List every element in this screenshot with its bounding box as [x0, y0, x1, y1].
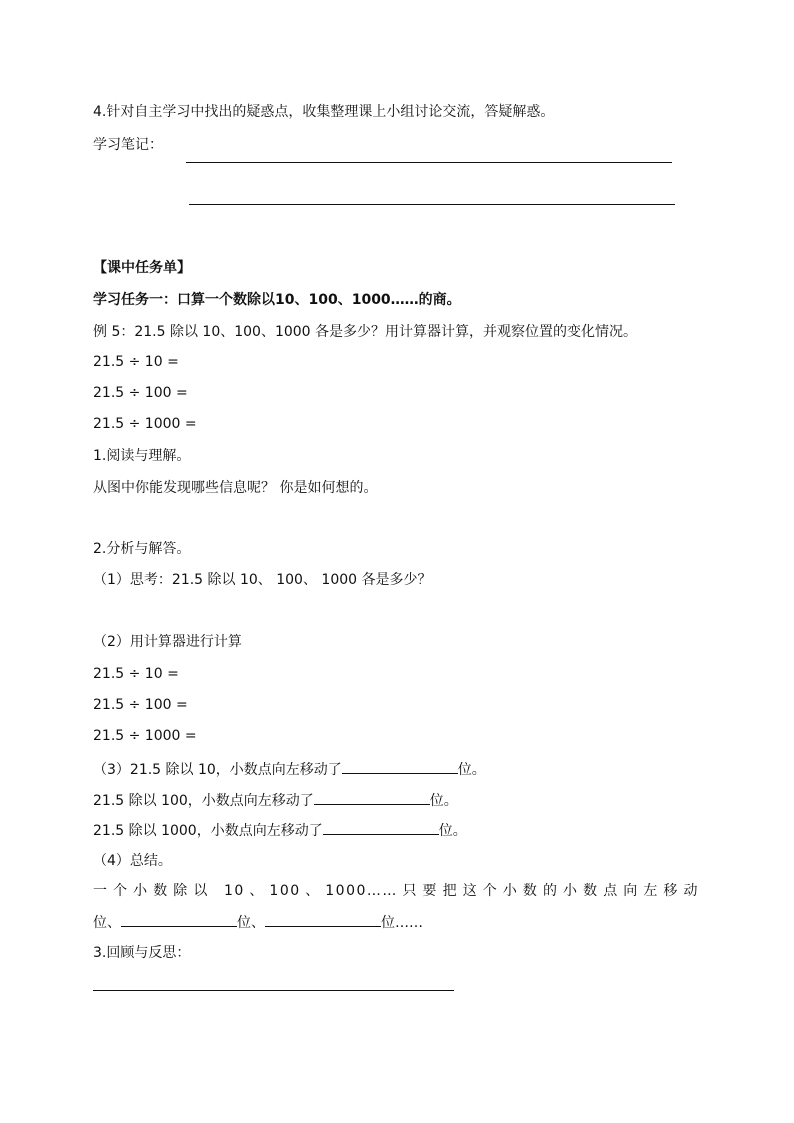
- equation-2a: 21.5 ÷ 10 =: [93, 666, 179, 682]
- summary-unit-3: 位……: [381, 915, 423, 931]
- prep-item-4: 4.针对自主学习中找出的疑惑点，收集整理课上小组讨论交流，答疑解惑。: [93, 104, 555, 120]
- move-line-1: [93, 759, 486, 780]
- move-1-blank[interactable]: [342, 759, 458, 774]
- question: 从图中你能发现哪些信息呢？ 你是如何想的。: [93, 480, 378, 496]
- move-line-2: [93, 790, 458, 811]
- move-line-3: [93, 820, 467, 841]
- summary-unit-1: 位、: [93, 915, 121, 931]
- move-3-text: 21.5 除以 1000，小数点向左移动了: [93, 823, 323, 839]
- notes-label: 学习笔记：: [93, 137, 163, 153]
- think: （1）思考：21.5 除以 10、 100、 1000 各是多少？: [93, 572, 432, 588]
- step-2: 2.分析与解答。: [93, 541, 191, 557]
- move-3-blank[interactable]: [323, 820, 439, 835]
- summary-blank-2[interactable]: [265, 912, 381, 927]
- in-class-heading: 【课中任务单】: [93, 260, 191, 276]
- summary-line-1: 一个小数除以 10、100、1000……只要把这个小数的小数点向左移动: [93, 883, 699, 899]
- move-1-text: （3）21.5 除以 10，小数点向左移动了: [93, 762, 342, 778]
- move-1-unit: 位。: [457, 762, 486, 778]
- example-5: 例 5：21.5 除以 10、100、1000 各是多少？用计算器计算，并观察位置的变化情况。: [93, 324, 638, 340]
- summary-blank-1[interactable]: [121, 912, 237, 927]
- notes-line-2[interactable]: [189, 204, 675, 205]
- equation-2c: 21.5 ÷ 1000 =: [93, 728, 197, 744]
- step-1: 1.阅读与理解。: [93, 448, 191, 464]
- equation-2b: 21.5 ÷ 100 =: [93, 697, 188, 713]
- move-3-unit: 位。: [438, 823, 467, 839]
- calc-instruction: （2）用计算器进行计算: [93, 634, 242, 650]
- move-2-blank[interactable]: [314, 790, 430, 805]
- summary-unit-2: 位、: [237, 915, 265, 931]
- summary-label: （4）总结。: [93, 853, 172, 869]
- move-2-unit: 位。: [429, 793, 458, 809]
- reflection-line[interactable]: [93, 990, 454, 991]
- summary-line-2: [93, 912, 423, 933]
- notes-line-1[interactable]: [186, 162, 672, 163]
- equation-1a: 21.5 ÷ 10 =: [93, 354, 179, 370]
- step-3: 3.回顾与反思：: [93, 945, 191, 961]
- move-2-text: 21.5 除以 100，小数点向左移动了: [93, 793, 314, 809]
- equation-1b: 21.5 ÷ 100 =: [93, 385, 188, 401]
- task1-title: 学习任务一：口算一个数除以10、100、1000……的商。: [93, 292, 461, 308]
- equation-1c: 21.5 ÷ 1000 =: [93, 416, 197, 432]
